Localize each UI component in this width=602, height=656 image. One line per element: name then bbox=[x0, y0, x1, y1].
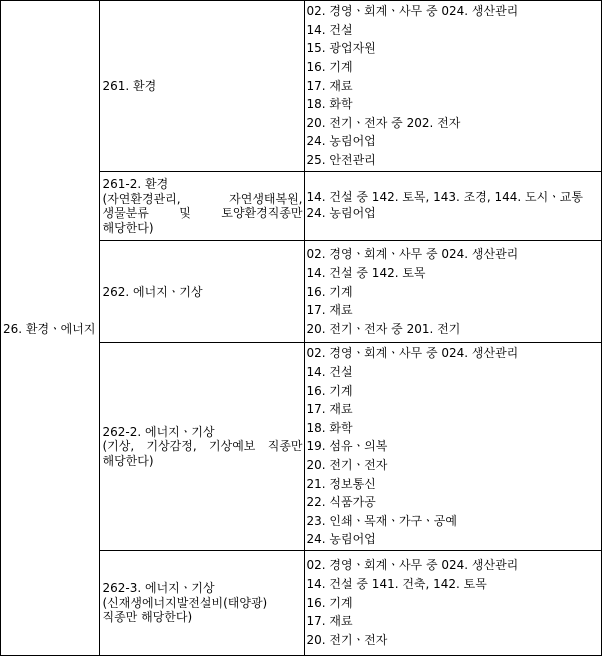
subcategory-title: 262-3. 에너지ㆍ기상 bbox=[102, 581, 215, 596]
related-field-item: 18. 화학 bbox=[306, 97, 353, 112]
subcategory-cell bbox=[100, 241, 304, 343]
related-field-item: 20. 전기ㆍ전자 중 201. 전기 bbox=[306, 321, 461, 336]
subcategory-title: 261-2. 환경 bbox=[102, 177, 169, 192]
related-field-item: 14. 건설 중 141. 건축, 142. 토목 bbox=[306, 577, 487, 592]
subcategory-note: (신재생에너지발전설비(태양광) 직종만 해당한다) bbox=[102, 595, 268, 625]
related-field-item: 20. 전기ㆍ전자 중 202. 전자 bbox=[306, 115, 461, 130]
related-field-item: 02. 경영ㆍ회계ㆍ사무 중 024. 생산관리 bbox=[306, 4, 519, 19]
related-field-item: 16. 기계 bbox=[306, 383, 353, 398]
related-field-item: 02. 경영ㆍ회계ㆍ사무 중 024. 생산관리 bbox=[306, 247, 519, 262]
table-row bbox=[1, 1, 602, 172]
related-fields-cell bbox=[304, 550, 602, 655]
related-field-item: 19. 섬유ㆍ의복 bbox=[306, 439, 388, 454]
related-field-item: 24. 농림어업 bbox=[306, 532, 376, 547]
related-fields-cell bbox=[304, 171, 602, 241]
related-field-item: 17. 재료 bbox=[306, 78, 353, 93]
related-field-item: 22. 식품가공 bbox=[306, 495, 376, 510]
related-field-item: 18. 화학 bbox=[306, 420, 353, 435]
related-field-item: 20. 전기ㆍ전자 bbox=[306, 632, 388, 647]
related-field-item: 14. 건설 중 142. 토목, 143. 조경, 144. 도시ㆍ교통 bbox=[306, 189, 583, 204]
related-fields-cell bbox=[304, 241, 602, 343]
subcategory-cell bbox=[100, 550, 304, 655]
subcategory-title: 262-2. 에너지ㆍ기상 bbox=[102, 424, 215, 439]
related-field-item: 20. 전기ㆍ전자 bbox=[306, 457, 388, 472]
subcategory-title: 262. 에너지ㆍ기상 bbox=[102, 284, 203, 299]
category-cell: 26. 환경ㆍ에너지 bbox=[1, 1, 100, 656]
related-field-item: 23. 인쇄ㆍ목재ㆍ가구ㆍ공예 bbox=[306, 513, 457, 528]
related-field-item: 14. 건설 중 142. 토목 bbox=[306, 265, 426, 280]
subcategory-note: (자연환경관리, 자연생태복원, 생물분류 및 토양환경직종만 해당한다) bbox=[102, 191, 303, 235]
related-field-item: 17. 재료 bbox=[306, 303, 353, 318]
related-field-item: 14. 건설 bbox=[306, 22, 353, 37]
subcategory-cell bbox=[100, 1, 304, 172]
related-field-item: 16. 기계 bbox=[306, 284, 353, 299]
related-field-item: 16. 기계 bbox=[306, 595, 353, 610]
related-field-item: 24. 농림어업 bbox=[306, 134, 376, 149]
related-field-item: 17. 재료 bbox=[306, 614, 353, 629]
subcategory-title: 261. 환경 bbox=[102, 78, 157, 93]
subcategory-cell bbox=[100, 343, 304, 551]
table-body bbox=[1, 1, 602, 656]
related-field-item: 02. 경영ㆍ회계ㆍ사무 중 024. 생산관리 bbox=[306, 346, 519, 361]
related-field-item: 16. 기계 bbox=[306, 59, 353, 74]
subcategory-cell bbox=[100, 171, 304, 241]
related-field-item: 21. 정보통신 bbox=[306, 476, 376, 491]
subcategory-note: (기상, 기상감정, 기상예보 직종만 해당한다) bbox=[102, 439, 303, 468]
related-field-item: 24. 농림어업 bbox=[306, 205, 376, 220]
related-fields-cell bbox=[304, 1, 602, 172]
related-field-item: 14. 건설 bbox=[306, 364, 353, 379]
related-field-item: 02. 경영ㆍ회계ㆍ사무 중 024. 생산관리 bbox=[306, 558, 519, 573]
related-field-item: 15. 광업자원 bbox=[306, 41, 376, 56]
related-field-item: 17. 재료 bbox=[306, 402, 353, 417]
related-field-item: 25. 안전관리 bbox=[306, 152, 376, 167]
related-fields-cell bbox=[304, 343, 602, 551]
